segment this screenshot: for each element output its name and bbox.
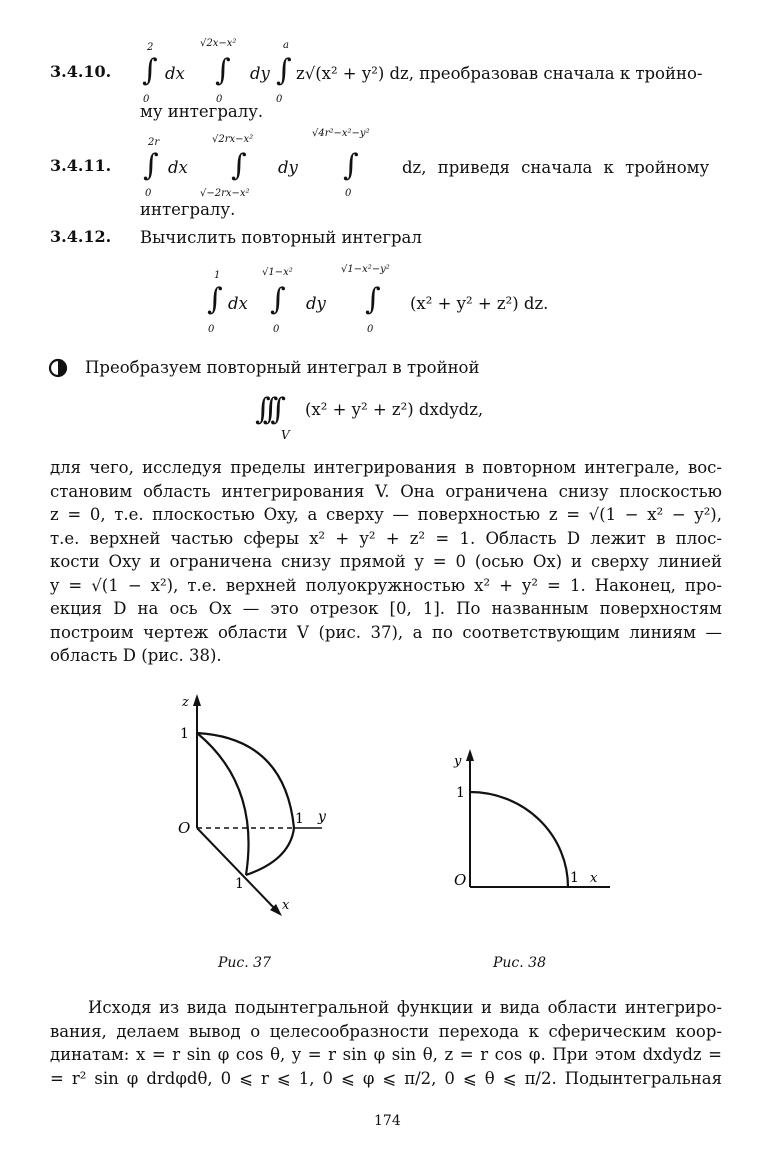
inner-upper-limit: a [283, 40, 289, 51]
outer-differential: dx [165, 64, 185, 83]
x-tick-label: 1 [570, 870, 579, 886]
integral-sign: ∫ [215, 53, 231, 88]
middle-differential: dy [278, 158, 298, 177]
outer-upper-limit: 1 [214, 270, 221, 281]
x-axis [197, 828, 276, 910]
outer-upper-limit: 2r [148, 137, 160, 148]
paragraph-line: построим чертеж области V (рис. 37), а по соответствующим линиям — [50, 622, 722, 642]
conclusion-paragraph [50, 996, 722, 1090]
x-axis-label: x [590, 871, 598, 886]
middle-upper-limit: √1−x² [262, 267, 293, 278]
y-tick-label: 1 [456, 785, 465, 801]
integral-sign: ∫ [143, 148, 159, 183]
solution-intro: Преобразуем повторный интеграл в тройной [85, 358, 480, 377]
paragraph-line: т.е. верхней частью сферы x² + y² + z² = 1. Область D лежит в плос- [50, 528, 722, 548]
integral-sign: ∫ [276, 53, 292, 88]
integrand: (x² + y² + z²) dz. [410, 294, 549, 313]
outer-lower-limit: 0 [208, 324, 215, 335]
inner-lower-limit: 0 [367, 324, 374, 335]
page-number: 174 [374, 1113, 401, 1129]
integral-sign: ∫ [270, 282, 286, 317]
middle-upper-limit: √2x−x² [200, 38, 237, 49]
middle-lower-limit: 0 [216, 94, 223, 105]
z-axis-arrow-icon [193, 694, 201, 706]
figure-38 [440, 745, 620, 895]
x-tick-label: 1 [235, 876, 244, 892]
triple-integral-sign: ∫∫∫ [255, 392, 278, 427]
integral-sign: ∫ [207, 282, 223, 317]
integral-sign: ∫ [231, 148, 247, 183]
middle-lower-limit: √−2rx−x² [200, 188, 250, 199]
middle-upper-limit: √2rx−x² [212, 134, 254, 145]
inner-upper-limit: √4r²−x²−y² [312, 128, 370, 139]
continuation: интегралу. [140, 200, 236, 219]
origin-label: O [454, 871, 467, 889]
integral-sign: ∫ [142, 53, 158, 88]
y-axis-arrow-icon [466, 749, 474, 761]
integral-sign: ∫ [365, 282, 381, 317]
paragraph-line: становим область интегрирования V. Она ограничена снизу плоскостью [50, 481, 722, 501]
paragraph-line: Исходя из вида подынтегральной функции и вида области интегриро- [88, 998, 722, 1017]
problem-number: 3.4.10. [50, 62, 112, 81]
inner-upper-limit: √1−x²−y² [341, 264, 390, 275]
integrand: z√(x² + y²) dz, преобразовав сначала к тройно- [296, 64, 703, 83]
continuation: му интегралу. [140, 102, 264, 121]
figure-38-caption: Рис. 38 [493, 955, 546, 971]
problem-number: 3.4.11. [50, 156, 112, 175]
figure-37 [170, 690, 360, 920]
z-axis-label: z [182, 695, 189, 710]
solution-start-icon [48, 358, 68, 378]
outer-lower-limit: 0 [143, 94, 150, 105]
outer-differential: dx [228, 294, 248, 313]
y-axis-label: y [454, 754, 462, 769]
paragraph-line: z = 0, т.е. плоскостью Oxy, а сверху — поверхностью z = √(1 − x² − y²), [50, 505, 722, 524]
solution-paragraph [50, 456, 722, 668]
y-axis-label: y [318, 809, 326, 825]
paragraph-line: динатам: x = r sin φ cos θ, y = r sin φ sin θ, z = r cos φ. При этом dxdydz = [50, 1045, 722, 1064]
z-tick-label: 1 [180, 726, 189, 742]
middle-lower-limit: 0 [273, 324, 280, 335]
integral-sign: ∫ [343, 148, 359, 183]
origin-label: O [178, 819, 191, 837]
outer-differential: dx [168, 158, 188, 177]
outer-lower-limit: 0 [145, 188, 152, 199]
problem-number: 3.4.12. [50, 227, 112, 246]
outer-upper-limit: 2 [147, 42, 154, 53]
middle-differential: dy [306, 294, 326, 313]
paragraph-line: кости Oxy и ограничена снизу прямой y = 0 (осью Ox) и сверху линией [50, 552, 722, 571]
x-axis-label: x [282, 898, 290, 913]
inner-lower-limit: 0 [276, 94, 283, 105]
sphere-xy-arc [246, 828, 294, 875]
inner-lower-limit: 0 [345, 188, 352, 199]
triple-integral-domain: V [281, 428, 290, 442]
middle-differential: dy [250, 64, 270, 83]
problem-statement: Вычислить повторный интеграл [140, 228, 422, 247]
y-tick-label: 1 [295, 811, 304, 827]
paragraph-line: для чего, исследуя пределы интегрирования в повторном интеграле, вос- [50, 458, 722, 477]
paragraph-line: y = √(1 − x²), т.е. верхней полуокружностью x² + y² = 1. Наконец, про- [50, 575, 722, 595]
quarter-circle-arc [470, 792, 568, 887]
paragraph-line: вания, делаем вывод о целесообразности перехода к сферическим коор- [50, 1021, 722, 1041]
integrand: dz, приведя сначала к тройному [402, 158, 710, 177]
figure-37-caption: Рис. 37 [218, 955, 271, 971]
paragraph-line: = r² sin φ drdφdθ, 0 ⩽ r ⩽ 1, 0 ⩽ φ ⩽ π/2, 0 ⩽ θ ⩽ π/2. Подынтегральная [50, 1068, 722, 1088]
paragraph-line: екция D на ось Ox — это отрезок [0, 1]. По названным поверхностям [50, 599, 722, 618]
triple-integral-body: (x² + y² + z²) dxdydz, [305, 400, 484, 419]
paragraph-line: область D (рис. 38). [50, 646, 222, 665]
